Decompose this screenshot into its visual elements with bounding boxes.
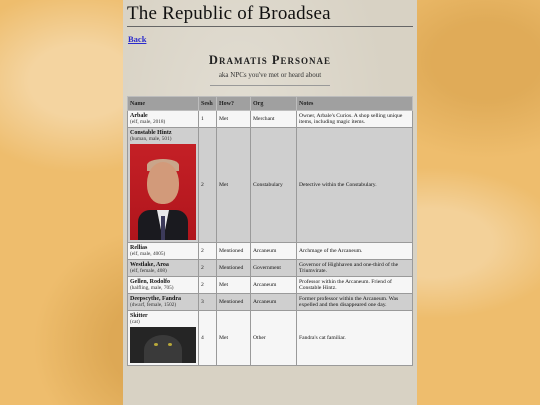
cell-how: Met xyxy=(217,111,251,128)
table-row xyxy=(128,311,413,366)
table-row xyxy=(128,243,413,260)
column-header-how: How? xyxy=(217,97,251,111)
cell-org: Other xyxy=(251,311,297,366)
npc-name: Deepscythe, Fandra xyxy=(130,296,181,302)
cell-name xyxy=(128,243,199,260)
cell-how: Mentioned xyxy=(217,294,251,311)
table-header-row xyxy=(128,97,413,111)
table-row xyxy=(128,128,413,243)
back-link[interactable]: Back xyxy=(128,34,147,44)
npc-name: Gellen, Rodolfo xyxy=(130,279,170,285)
column-header-notes: Notes xyxy=(297,97,413,111)
cell-sesh: 3 xyxy=(199,294,217,311)
cell-org: Arcaneum xyxy=(251,277,297,294)
npc-details: (elf, female, 408) xyxy=(130,268,167,274)
cell-name xyxy=(128,128,199,243)
npc-details: (elf, male, 2018) xyxy=(130,119,166,125)
cell-notes: Archmage of the Arcaneum. xyxy=(297,243,413,260)
cell-name xyxy=(128,260,199,277)
cell-how: Mentioned xyxy=(217,243,251,260)
column-header-sesh: Sesh xyxy=(199,97,217,111)
cell-name xyxy=(128,311,199,366)
cell-notes: Fandra's cat familiar. xyxy=(297,311,413,366)
npc-name: Constable Hintz xyxy=(130,130,172,136)
npc-portrait-image xyxy=(130,144,196,240)
npc-name: Rellias xyxy=(130,245,148,251)
section-heading: Dramatis Personae xyxy=(208,53,332,67)
table-row xyxy=(128,111,413,128)
table-row xyxy=(128,294,413,311)
cell-how: Met xyxy=(217,311,251,366)
column-header-name: Name xyxy=(128,97,199,111)
npc-name: Arbale xyxy=(130,113,148,119)
cell-sesh: 2 xyxy=(199,260,217,277)
cell-name xyxy=(128,294,199,311)
cell-notes: Detective within the Constabulary. xyxy=(297,128,413,243)
cell-sesh: 2 xyxy=(199,277,217,294)
cell-how: Met xyxy=(217,128,251,243)
npc-details: (human, male, 501) xyxy=(130,136,172,142)
npc-details: (dwarf, female, 1502) xyxy=(130,302,177,308)
npc-table xyxy=(127,96,413,366)
content-panel xyxy=(123,0,417,405)
cell-sesh: 2 xyxy=(199,128,217,243)
cell-how: Mentioned xyxy=(217,260,251,277)
cell-sesh: 1 xyxy=(199,111,217,128)
column-header-org: Org xyxy=(251,97,297,111)
cell-org: Arcaneum xyxy=(251,294,297,311)
cell-notes: Owner, Arbale's Curios. A shop selling unique items, including magic items. xyxy=(297,111,413,128)
section-subheading: aka NPCs you've met or heard about xyxy=(218,71,322,79)
table-row xyxy=(128,260,413,277)
npc-details: (halfling, male, 705) xyxy=(130,285,174,291)
cell-org: Merchant xyxy=(251,111,297,128)
table-row xyxy=(128,277,413,294)
site-title: The Republic of Broadsea xyxy=(127,3,331,24)
subheading-divider xyxy=(210,85,330,86)
cell-sesh: 4 xyxy=(199,311,217,366)
cell-name xyxy=(128,277,199,294)
cell-notes: Professor within the Arcaneum. Friend of Constable Hintz. xyxy=(297,277,413,294)
npc-details: (cat) xyxy=(130,319,140,325)
cell-org: Arcaneum xyxy=(251,243,297,260)
title-divider xyxy=(127,26,413,27)
cell-org: Constabulary xyxy=(251,128,297,243)
cell-how: Met xyxy=(217,277,251,294)
cell-notes: Governor of Highhaven and one-third of the Triumvirate. xyxy=(297,260,413,277)
cell-name xyxy=(128,111,199,128)
cell-sesh: 2 xyxy=(199,243,217,260)
npc-name: Skitter xyxy=(130,313,148,319)
cat-image xyxy=(130,327,196,363)
cell-org: Government xyxy=(251,260,297,277)
cell-notes: Former professor within the Arcaneum. Was expelled and then disappeared one day. xyxy=(297,294,413,311)
npc-details: (elf, male, 4005) xyxy=(130,251,166,257)
npc-name: Westlake, Aroa xyxy=(130,262,169,268)
